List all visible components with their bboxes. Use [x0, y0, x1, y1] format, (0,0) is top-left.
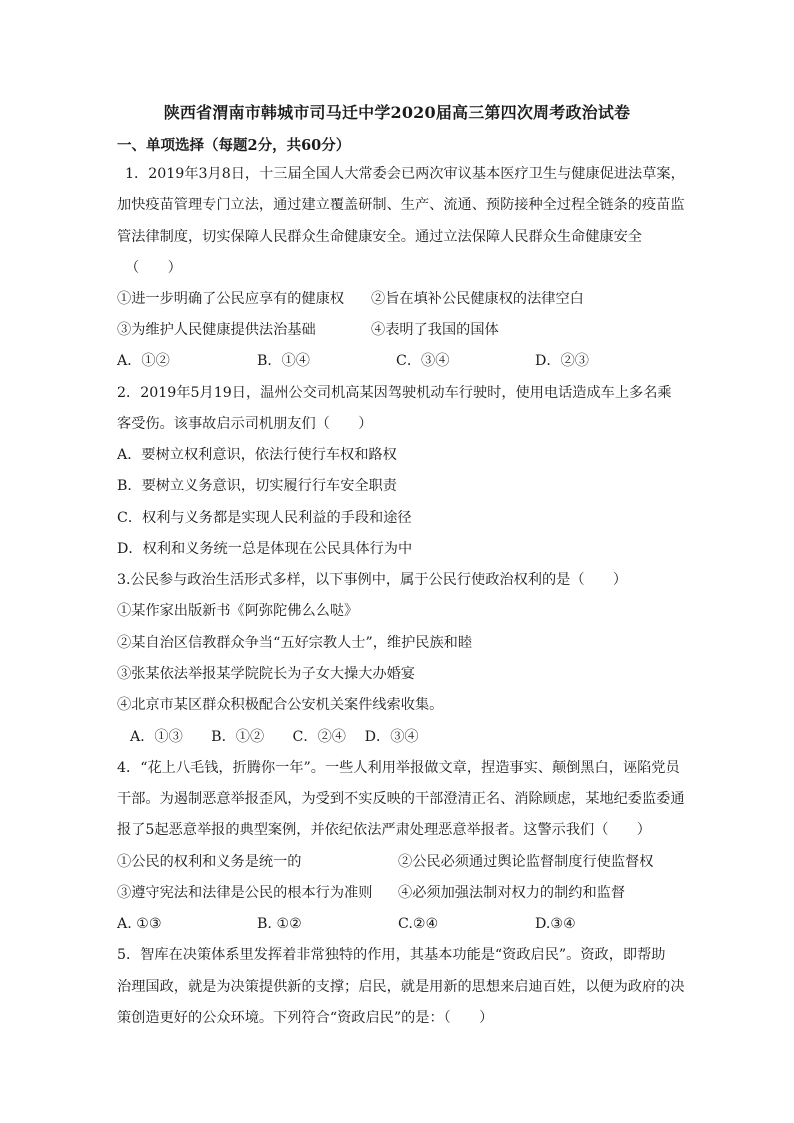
q3-stem-line-1: 3.公民参与政治生活形式多样，以下事例中，属于公民行使政治权利的是（ ）	[117, 572, 628, 588]
q3-option-4: ④北京市某区群众积极配合公安机关案件线索收集。	[117, 697, 444, 713]
q5-stem-line-3: 策创造更好的公众环境。下列符合“资政启民”的是：（ ）	[117, 1010, 494, 1026]
q2-stem-line-1: 2．2019年5月19日，温州公交司机高某因驾驶机动车行驶时，使用电话造成车上多名乘	[117, 385, 672, 401]
q4-stem-line-2: 干部。为遏制恶意举报歪风，为受到不实反映的干部澄清正名、消除顾虑，某地纪委监委通	[117, 791, 685, 807]
q3-option-1: ①某作家出版新书《阿弥陀佛么么哒》	[117, 603, 359, 619]
q5-stem-line-2: 治理国政，就是为决策提供新的支撑；启民，就是用新的思想来启迪百姓，以便为政府的决	[117, 979, 685, 995]
q1-option-2: ②旨在填补公民健康权的法律空白	[371, 291, 584, 307]
q4-stem-line-1: 4．“花上八毛钱，折腾你一年”。一些人利用举报做文章，捏造事实、颠倒黑白，诬陷党员	[117, 760, 680, 776]
q2-choice-d: D．权利和义务统一总是体现在公民具体行为中	[117, 541, 413, 557]
exam-title: 陕西省渭南市韩城市司马迁中学2020届高三第四次周考政治试卷	[163, 103, 631, 122]
q4-option-2: ②公民必须通过舆论监督制度行使监督权	[398, 854, 654, 870]
q5-stem-line-1: 5．智库在决策体系里发挥着非常独特的作用，其基本功能是“资政启民”。资政，即帮助	[117, 947, 666, 963]
q1-choice-c: C．③④	[396, 353, 450, 369]
q4-option-4: ④必须加强法制对权力的制约和监督	[398, 885, 626, 901]
q1-choice-b: B．①④	[257, 353, 310, 369]
q1-stem-line-1: 1．2019年3月8日，十三届全国人大常委会已两次审议基本医疗卫生与健康促进法草案，	[125, 166, 685, 182]
q1-answer-paren: （ ）	[125, 260, 182, 276]
q1-choice-d: D．②③	[535, 353, 589, 369]
q1-stem-line-3: 管法律制度，切实保障人民群众生命健康安全。通过立法保障人民群众生命健康安全	[117, 229, 642, 245]
section-heading: 一、单项选择（每题2分，共60分）	[117, 137, 351, 154]
q1-option-3: ③为维护人民健康提供法治基础	[117, 322, 316, 338]
q1-option-4: ④表明了我国的国体	[371, 322, 499, 338]
q2-choice-c: C．权利与义务都是实现人民利益的手段和途径	[117, 510, 412, 526]
q4-choice-c: C.②④	[398, 916, 439, 932]
q2-stem-line-2: 客受伤。该事故启示司机朋友们（ ）	[117, 416, 373, 432]
q4-stem-line-3: 报了5起恶意举报的典型案例，并依纪依法严肃处理恶意举报者。这警示我们（ ）	[117, 822, 651, 838]
q1-choice-a: A．①②	[117, 353, 170, 369]
q3-option-2: ②某自治区信教群众争当“五好宗教人士”，维护民族和睦	[117, 635, 473, 651]
q4-choice-d: D.③④	[535, 916, 576, 932]
q3-choices: A．①③ B．①② C．②④ D．③④	[130, 729, 419, 745]
q4-option-3: ③遵守宪法和法律是公民的根本行为准则	[117, 885, 373, 901]
q4-choice-b: B. ①②	[257, 916, 302, 932]
q4-option-1: ①公民的权利和义务是统一的	[117, 854, 302, 870]
q2-choice-a: A．要树立权利意识，依法行使行车权和路权	[117, 447, 397, 463]
q4-choice-a: A. ①③	[117, 916, 162, 932]
q2-choice-b: B．要树立义务意识，切实履行行车安全职责	[117, 478, 397, 494]
q3-option-3: ③张某依法举报某学院院长为子女大操大办婚宴	[117, 666, 415, 682]
q1-option-1: ①进一步明确了公民应享有的健康权	[117, 291, 345, 307]
q1-stem-line-2: 加快疫苗管理专门立法，通过建立覆盖研制、生产、流通、预防接种全过程全链条的疫苗监	[117, 197, 685, 213]
